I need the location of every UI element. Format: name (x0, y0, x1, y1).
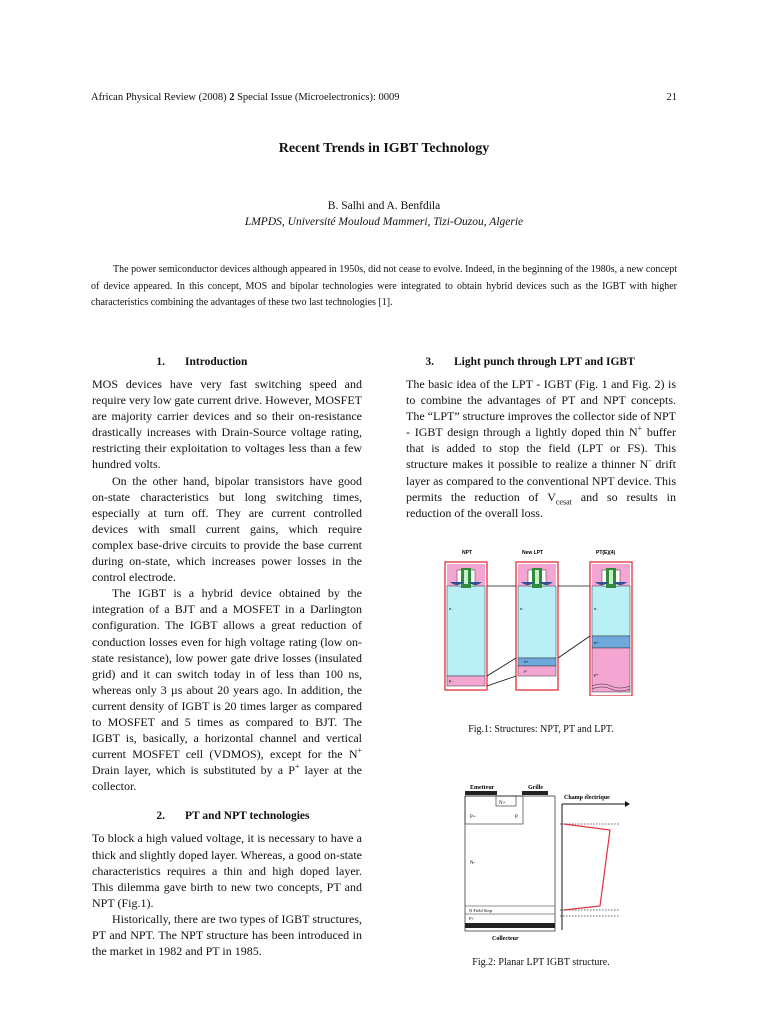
section-1-paragraph-1: MOS devices have very fast switching speed and require very low gate current drive. However, MOSFET are majority carrier devices and so their on-resistance drastically increases with Drain-Source voltage rating, restricting their exploitation to voltages less than a few hundred volts. (92, 377, 362, 472)
new-lpt-structure (516, 562, 558, 690)
svg-text:N+: N+ (499, 801, 506, 806)
pt-structure (590, 562, 632, 696)
section-1-paragraph-2: On the other hand, bipolar transistors have good on-state characteristics but long switching times, especially at turn off. They are current controlled devices with small current gains, which require complex base-drive circuits to provide the base current during on-state, which increases power losses in the control electrode. (92, 473, 362, 585)
fig1-label-pt: PT(E)(4) (596, 550, 616, 556)
svg-text:N Field Stop: N Field Stop (469, 908, 493, 913)
svg-text:P: P (524, 669, 527, 674)
svg-text:n+: n+ (594, 640, 599, 645)
figure-1-structures (444, 548, 640, 696)
svg-text:p+: p+ (594, 672, 599, 677)
section-1-paragraph-3: The IGBT is a hybrid device obtained by the integration of a BJT and a MOSFET in a Darlington configuration. The IGBT allows a great reduction of conduction losses even for high voltage rating (low on-state resistance), low power gate drive losses (insulated grid) and it can switch today in of less than 100 ns, whereas only 3 µs about 20 years ago. In addition, the current density of IGBT is 20 times larger as compared to MOSFET and 5 times as compared to BJT. The IGBT is, basically, a horizontal channel and vertical current MOSFET cell (VDMOS), except for the N+ Drain layer, which is substituted by a P+ layer at the collector. (92, 586, 362, 794)
svg-text:P+: P+ (470, 815, 476, 820)
figure-2-caption: Fig.2: Planar LPT IGBT structure. (472, 957, 610, 968)
page-number: 21 (666, 92, 677, 103)
right-column (406, 354, 676, 521)
abstract: The power semiconductor devices although appeared in 1950s, did not cease to evolve. Indeed, in the beginning of the 1980s, a new concept of device appeared. In this concept, MOS and bipolar technologies were integrated to obtain hybrid devices such as the IGBT with higher characteristics combining the advantages of these two last technologies [1]. (91, 264, 677, 308)
section-2-paragraph-1: To block a high valued voltage, it is necessary to have a thick and slightly doped layer. Whereas, a good on-state characteristics requires a thin and high doped layer. This dilemma gave birth to new two concepts, PT and NPT (Fig.1). (92, 831, 362, 910)
svg-text:P+: P+ (469, 916, 475, 921)
fig2-label-grille: Grille (528, 785, 543, 791)
npt-structure (445, 562, 487, 690)
figure-1-caption: Fig.1: Structures: NPT, PT and LPT. (468, 724, 614, 735)
authors: B. Salhi and A. Benfdila (327, 200, 441, 212)
fig2-label-champ: Champ électrique (564, 795, 610, 801)
paper-title: Recent Trends in IGBT Technology (278, 141, 490, 156)
svg-text:N-: N- (470, 861, 476, 866)
fig1-label-npt: NPT (462, 550, 472, 556)
section-3-paragraph-1: The basic idea of the LPT - IGBT (Fig. 1 and Fig. 2) is to combine the advantages of PT and NPT concepts. The “LPT” structure improves the collector side of NPT - IGBT design through a lightly doped thin N+ buffer that is added to stop the field (LPT or FS). This structure makes it possible to realize a thinner N- drift layer as compared to the conventional NPT device. This permits the reduction of $V_{cesat}$ and so results in reduction of the overall loss. (406, 377, 676, 520)
fig2-label-collecteur: Collecteur (492, 936, 519, 942)
section-2-heading: 2. PT and NPT technologies (156, 810, 310, 823)
affiliation: LMPDS, Université Mouloud Mammeri, Tizi-Ouzou, Algerie (244, 216, 524, 228)
running-head: African Physical Review (2008) 2 Special Issue (Microelectronics): 0009 (91, 92, 400, 103)
volume-number: 2 (229, 92, 235, 103)
field-profile (564, 824, 610, 910)
fig1-label-new-lpt: New LPT (522, 550, 544, 556)
svg-text:n-: n- (449, 606, 453, 611)
svg-text:n-: n- (520, 606, 524, 611)
section-1-heading: 1. Introduction (156, 356, 248, 368)
svg-text:n-: n- (594, 606, 598, 611)
section-3-heading: 3. Light punch through LPT and IGBT (425, 356, 635, 368)
figure-2-planar-lpt-igbt (460, 780, 630, 945)
svg-text:p-: p- (449, 678, 453, 683)
svg-text:n+: n+ (524, 659, 529, 664)
svg-text:P: P (515, 815, 518, 820)
fig2-label-emetteur: Emetteur (470, 785, 495, 791)
section-2-paragraph-2: Historically, there are two types of IGBT structures, PT and NPT. The NPT structure has been introduced in the market in 1982 and PT in 1985. (92, 911, 362, 959)
left-column (92, 354, 362, 959)
